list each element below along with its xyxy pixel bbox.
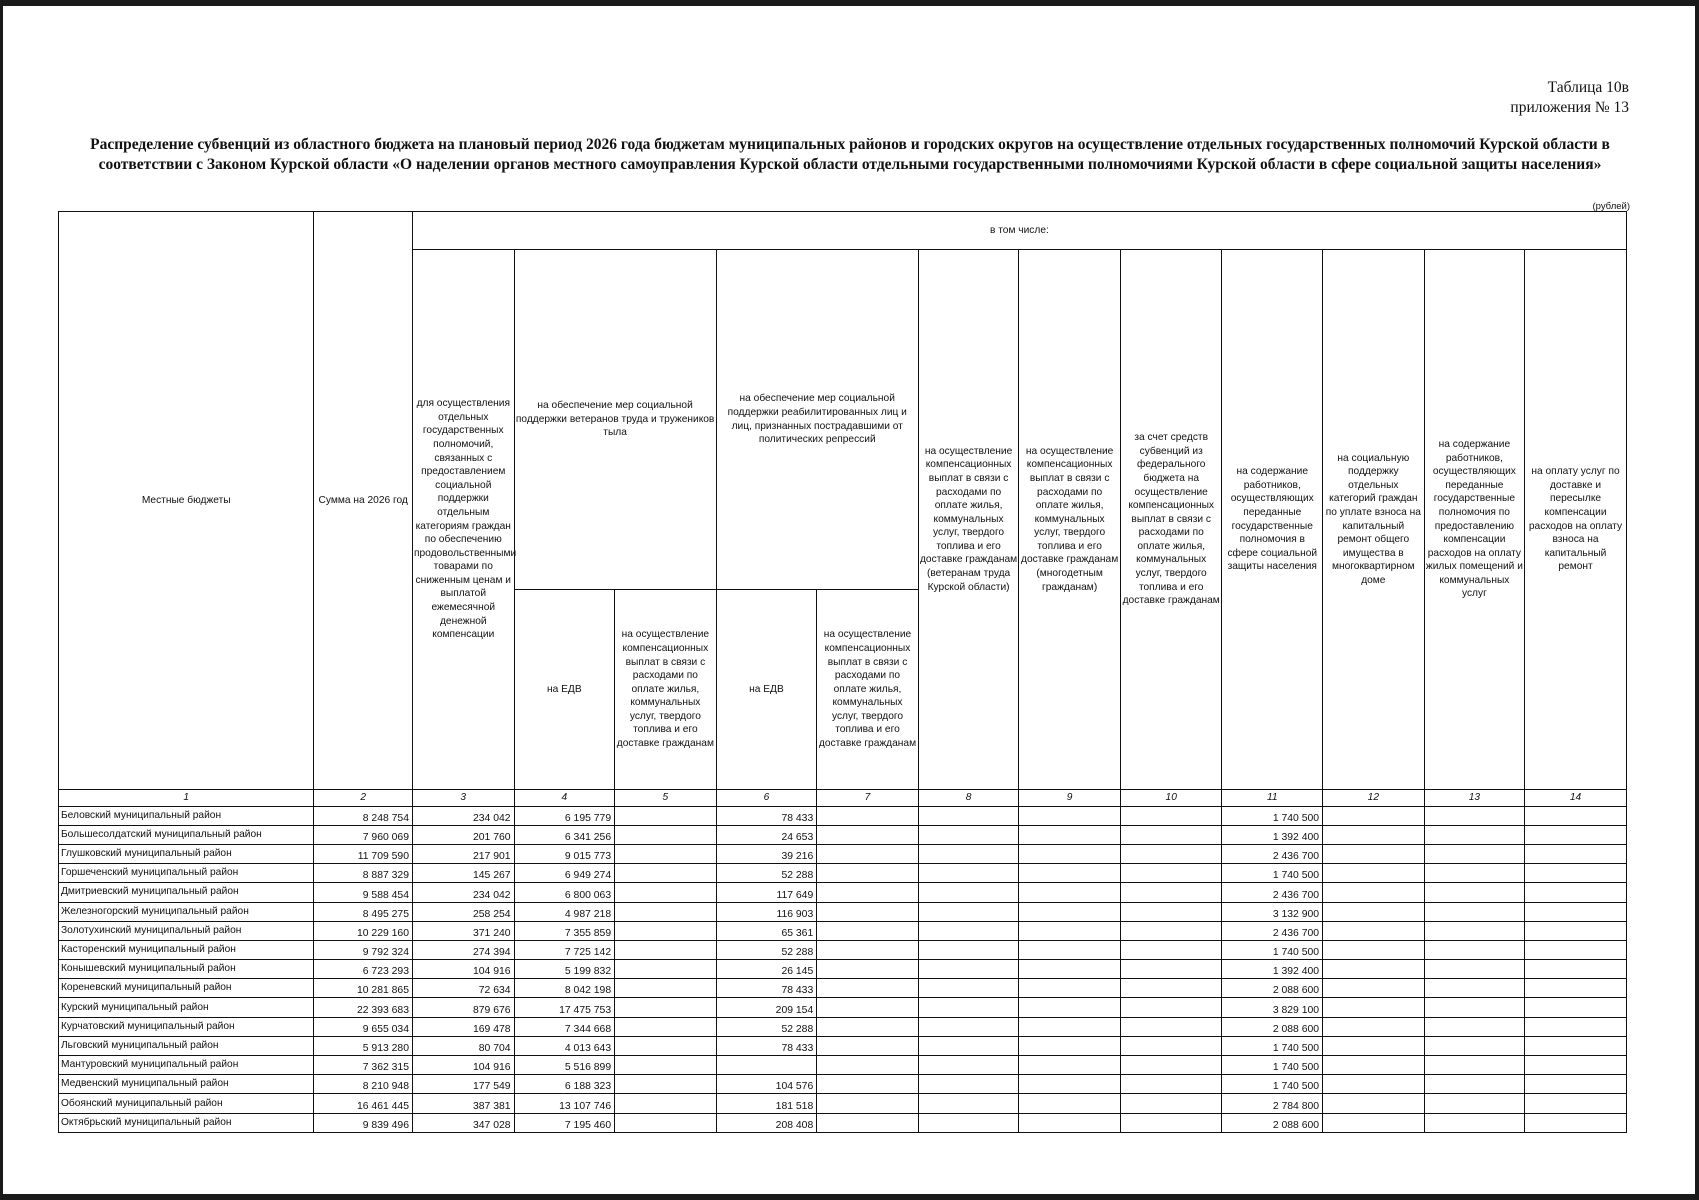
cell-col-10 (1120, 998, 1222, 1017)
cell-col-14 (1525, 921, 1627, 940)
cell-col-8 (918, 960, 1019, 979)
cell-col-3: 169 478 (412, 1017, 514, 1036)
cell-col-5 (615, 1113, 717, 1132)
cell-col-7 (817, 940, 919, 959)
header-col-4: на ЕДВ (514, 590, 615, 790)
scan-border-top (0, 0, 1699, 6)
column-number: 5 (615, 790, 717, 807)
row-budget-name: Курчатовский муниципальный район (59, 1017, 314, 1036)
cell-col-5 (615, 902, 717, 921)
cell-col-7 (817, 960, 919, 979)
cell-col-4: 5 199 832 (514, 960, 615, 979)
cell-col-2: 16 461 445 (314, 1094, 413, 1113)
cell-col-14 (1525, 960, 1627, 979)
cell-col-14 (1525, 864, 1627, 883)
cell-col-11: 3 829 100 (1222, 998, 1323, 1017)
row-budget-name: Дмитриевский муниципальный район (59, 883, 314, 902)
cell-col-8 (918, 1075, 1019, 1094)
row-budget-name: Конышевский муниципальный район (59, 960, 314, 979)
cell-col-10 (1120, 1094, 1222, 1113)
cell-col-13 (1424, 1075, 1525, 1094)
cell-col-13 (1424, 1017, 1525, 1036)
cell-col-13 (1424, 844, 1525, 863)
cell-col-4: 6 949 274 (514, 864, 615, 883)
table-row (59, 1056, 1629, 1075)
cell-col-12 (1323, 960, 1425, 979)
cell-col-7 (817, 864, 919, 883)
cell-col-13 (1424, 806, 1525, 825)
subsidy-table (58, 211, 1629, 1133)
cell-col-7 (817, 825, 919, 844)
header-rehab-group: на обеспечение мер социальной поддержки реабилитированных лиц и лиц, признанных пострадавшими от политических репрессий (716, 250, 918, 590)
cell-col-5 (615, 1075, 717, 1094)
row-budget-name: Касторенский муниципальный район (59, 940, 314, 959)
cell-col-13 (1424, 1094, 1525, 1113)
cell-col-9 (1019, 940, 1121, 959)
cell-col-8 (918, 940, 1019, 959)
column-number: 8 (918, 790, 1019, 807)
cell-col-11: 1 392 400 (1222, 960, 1323, 979)
cell-col-3: 258 254 (412, 902, 514, 921)
table-row (59, 940, 1629, 959)
cell-col-4: 7 344 668 (514, 1017, 615, 1036)
table-row (59, 1094, 1629, 1113)
cell-col-2: 9 655 034 (314, 1017, 413, 1036)
cell-col-11: 1 392 400 (1222, 825, 1323, 844)
cell-col-4: 17 475 753 (514, 998, 615, 1017)
table-body (59, 806, 1629, 1132)
cell-col-11: 2 436 700 (1222, 883, 1323, 902)
cell-col-7 (817, 902, 919, 921)
cell-col-2: 11 709 590 (314, 844, 413, 863)
cell-col-13 (1424, 998, 1525, 1017)
cell-col-4: 7 195 460 (514, 1113, 615, 1132)
cell-col-12 (1323, 979, 1425, 998)
cell-col-5 (615, 1017, 717, 1036)
cell-col-4: 6 195 779 (514, 806, 615, 825)
cell-col-11: 1 740 500 (1222, 806, 1323, 825)
cell-col-3: 217 901 (412, 844, 514, 863)
column-number: 3 (412, 790, 514, 807)
cell-col-9 (1019, 960, 1121, 979)
cell-col-3: 879 676 (412, 998, 514, 1017)
cell-col-2: 9 588 454 (314, 883, 413, 902)
header-col-8: на осуществление компенсационных выплат в связи с расходами по оплате жилья, коммунальных услуг, твердого топлива и его доставке гражданам (ветеранам труда Курской области) (918, 250, 1019, 790)
column-number: 9 (1019, 790, 1121, 807)
header-col-13: на содержание работников, осуществляющих переданные государственные полномочия по предоставлению компенсации расходов на оплату жилых помещений и коммунальных услуг (1424, 250, 1525, 790)
cell-col-5 (615, 998, 717, 1017)
cell-col-8 (918, 883, 1019, 902)
cell-col-11: 2 784 800 (1222, 1094, 1323, 1113)
cell-col-9 (1019, 825, 1121, 844)
cell-col-6: 181 518 (716, 1094, 817, 1113)
cell-col-7 (817, 1075, 919, 1094)
header-col-3: для осуществления отдельных государственных полномочий, связанных с предоставлением социальной поддержки отдельным категориям граждан по обеспечению продовольственными товарами по сниженным ценам и выплатой ежемесячной денежной компенсации (412, 250, 514, 790)
cell-col-8 (918, 825, 1019, 844)
cell-col-11: 2 436 700 (1222, 921, 1323, 940)
cell-col-9 (1019, 979, 1121, 998)
header-col-5: на осуществление компенсационных выплат в связи с расходами по оплате жилья, коммунальных услуг, твердого топлива и его доставке гражданам (615, 590, 717, 790)
cell-col-14 (1525, 940, 1627, 959)
cell-col-11: 1 740 500 (1222, 1036, 1323, 1055)
cell-col-12 (1323, 902, 1425, 921)
units-label: (рублей) (1592, 201, 1630, 212)
cell-col-8 (918, 979, 1019, 998)
cell-col-14 (1525, 998, 1627, 1017)
cell-col-3: 387 381 (412, 1094, 514, 1113)
table-reference (1510, 78, 1629, 118)
table-row (59, 1017, 1629, 1036)
cell-col-2: 10 281 865 (314, 979, 413, 998)
cell-col-7 (817, 1094, 919, 1113)
cell-col-6: 52 288 (716, 940, 817, 959)
cell-col-5 (615, 844, 717, 863)
cell-col-3: 234 042 (412, 883, 514, 902)
cell-col-9 (1019, 883, 1121, 902)
cell-col-9 (1019, 806, 1121, 825)
column-number: 6 (716, 790, 817, 807)
cell-col-5 (615, 1056, 717, 1075)
cell-col-13 (1424, 1113, 1525, 1132)
cell-col-3: 104 916 (412, 960, 514, 979)
cell-col-8 (918, 1017, 1019, 1036)
cell-col-4: 4 013 643 (514, 1036, 615, 1055)
cell-col-2: 8 248 754 (314, 806, 413, 825)
cell-col-10 (1120, 844, 1222, 863)
cell-col-7 (817, 883, 919, 902)
cell-col-5 (615, 864, 717, 883)
cell-col-12 (1323, 1017, 1425, 1036)
cell-col-12 (1323, 1056, 1425, 1075)
cell-col-10 (1120, 960, 1222, 979)
cell-col-13 (1424, 921, 1525, 940)
cell-col-5 (615, 960, 717, 979)
cell-col-4: 7 355 859 (514, 921, 615, 940)
cell-col-10 (1120, 902, 1222, 921)
cell-col-6: 65 361 (716, 921, 817, 940)
cell-col-12 (1323, 883, 1425, 902)
cell-col-14 (1525, 1075, 1627, 1094)
table-row (59, 825, 1629, 844)
cell-col-3: 371 240 (412, 921, 514, 940)
cell-col-14 (1525, 1056, 1627, 1075)
cell-col-7 (817, 921, 919, 940)
column-number-row (59, 790, 1629, 807)
table-row (59, 1113, 1629, 1132)
cell-col-13 (1424, 960, 1525, 979)
cell-col-14 (1525, 883, 1627, 902)
cell-col-9 (1019, 1017, 1121, 1036)
header-col-12: на социальную поддержку отдельных категорий граждан по уплате взноса на капитальный ремонт общего имущества в многоквартирном доме (1323, 250, 1425, 790)
row-budget-name: Обоянский муниципальный район (59, 1094, 314, 1113)
column-number: 1 (59, 790, 314, 807)
cell-col-4: 6 188 323 (514, 1075, 615, 1094)
cell-col-3: 104 916 (412, 1056, 514, 1075)
cell-col-13 (1424, 940, 1525, 959)
cell-col-9 (1019, 921, 1121, 940)
table-row (59, 864, 1629, 883)
cell-col-13 (1424, 902, 1525, 921)
cell-col-4: 7 725 142 (514, 940, 615, 959)
cell-col-7 (817, 998, 919, 1017)
cell-col-4: 4 987 218 (514, 902, 615, 921)
cell-col-14 (1525, 825, 1627, 844)
cell-col-10 (1120, 864, 1222, 883)
cell-col-10 (1120, 1075, 1222, 1094)
cell-col-6: 78 433 (716, 1036, 817, 1055)
cell-col-9 (1019, 864, 1121, 883)
cell-col-7 (817, 1113, 919, 1132)
cell-col-6: 209 154 (716, 998, 817, 1017)
column-number: 13 (1424, 790, 1525, 807)
cell-col-8 (918, 1113, 1019, 1132)
cell-col-10 (1120, 1113, 1222, 1132)
cell-col-9 (1019, 844, 1121, 863)
cell-col-9 (1019, 1056, 1121, 1075)
row-budget-name: Глушковский муниципальный район (59, 844, 314, 863)
scan-border-right (1695, 0, 1699, 1200)
cell-col-11: 2 088 600 (1222, 979, 1323, 998)
scan-border-left (0, 0, 3, 1200)
row-budget-name: Мантуровский муниципальный район (59, 1056, 314, 1075)
cell-col-3: 234 042 (412, 806, 514, 825)
header-col-7: на осуществление компенсационных выплат в связи с расходами по оплате жилья, коммунальных услуг, твердого топлива и его доставке гражданам (817, 590, 919, 790)
cell-col-6: 52 288 (716, 864, 817, 883)
table-row (59, 902, 1629, 921)
table-row (59, 844, 1629, 863)
cell-col-10 (1120, 921, 1222, 940)
cell-col-10 (1120, 806, 1222, 825)
row-budget-name: Золотухинский муниципальный район (59, 921, 314, 940)
cell-col-11: 2 088 600 (1222, 1113, 1323, 1132)
cell-col-3: 80 704 (412, 1036, 514, 1055)
table-row (59, 883, 1629, 902)
cell-col-8 (918, 1094, 1019, 1113)
cell-col-4: 6 341 256 (514, 825, 615, 844)
cell-col-14 (1525, 1094, 1627, 1113)
cell-col-3: 347 028 (412, 1113, 514, 1132)
row-budget-name: Курский муниципальный район (59, 998, 314, 1017)
cell-col-9 (1019, 1036, 1121, 1055)
cell-col-3: 201 760 (412, 825, 514, 844)
cell-col-11: 1 740 500 (1222, 1056, 1323, 1075)
cell-col-8 (918, 998, 1019, 1017)
scan-border-bottom (0, 1194, 1699, 1200)
row-budget-name: Льговский муниципальный район (59, 1036, 314, 1055)
cell-col-6: 39 216 (716, 844, 817, 863)
header-col-6: на ЕДВ (716, 590, 817, 790)
appendix-number: приложения № 13 (1510, 99, 1629, 116)
cell-col-8 (918, 902, 1019, 921)
cell-col-6: 117 649 (716, 883, 817, 902)
row-budget-name: Октябрьский муниципальный район (59, 1113, 314, 1132)
cell-col-9 (1019, 998, 1121, 1017)
cell-col-12 (1323, 1094, 1425, 1113)
header-including: в том числе: (412, 212, 1626, 250)
cell-col-2: 8 210 948 (314, 1075, 413, 1094)
cell-col-5 (615, 1094, 717, 1113)
document-title: Распределение субвенций из областного бюджета на плановый период 2026 года бюджетам муниципальных районов и городских округов на осуществление отдельных государственных полномочий Курской области в соответствии с Законом Курской области «О наделении органов местного самоуправления Курской области отдельными государственными полномочиями Курской области в сфере социальной защиты населения» (90, 136, 1610, 173)
column-number: 12 (1323, 790, 1425, 807)
cell-col-7 (817, 1017, 919, 1036)
cell-col-8 (918, 844, 1019, 863)
table-row (59, 960, 1629, 979)
cell-col-14 (1525, 979, 1627, 998)
header-col-14: на оплату услуг по доставке и пересылке компенсации расходов на оплату взноса на капитальный ремонт (1525, 250, 1627, 790)
cell-col-7 (817, 1056, 919, 1075)
cell-col-6: 104 576 (716, 1075, 817, 1094)
cell-col-10 (1120, 940, 1222, 959)
cell-col-12 (1323, 806, 1425, 825)
cell-col-12 (1323, 940, 1425, 959)
cell-col-6: 78 433 (716, 806, 817, 825)
header-budgets: Местные бюджеты (59, 212, 314, 790)
cell-col-4: 6 800 063 (514, 883, 615, 902)
cell-col-11: 1 740 500 (1222, 1075, 1323, 1094)
cell-col-5 (615, 806, 717, 825)
cell-col-4: 9 015 773 (514, 844, 615, 863)
cell-col-5 (615, 940, 717, 959)
cell-col-5 (615, 825, 717, 844)
cell-col-10 (1120, 979, 1222, 998)
cell-col-3: 72 634 (412, 979, 514, 998)
cell-col-2: 22 393 683 (314, 998, 413, 1017)
row-budget-name: Беловский муниципальный район (59, 806, 314, 825)
cell-col-5 (615, 979, 717, 998)
cell-col-9 (1019, 1094, 1121, 1113)
cell-col-12 (1323, 998, 1425, 1017)
cell-col-8 (918, 1036, 1019, 1055)
cell-col-14 (1525, 902, 1627, 921)
cell-col-5 (615, 883, 717, 902)
cell-col-13 (1424, 1056, 1525, 1075)
cell-col-2: 5 913 280 (314, 1036, 413, 1055)
cell-col-10 (1120, 1036, 1222, 1055)
header-col-9: на осуществление компенсационных выплат в связи с расходами по оплате жилья, коммунальных услуг, твердого топлива и его доставке гражданам (многодетным гражданам) (1019, 250, 1121, 790)
cell-col-2: 8 495 275 (314, 902, 413, 921)
cell-col-9 (1019, 1113, 1121, 1132)
cell-col-13 (1424, 1036, 1525, 1055)
cell-col-11: 1 740 500 (1222, 940, 1323, 959)
column-number: 14 (1525, 790, 1627, 807)
cell-col-3: 177 549 (412, 1075, 514, 1094)
table-row (59, 998, 1629, 1017)
cell-col-9 (1019, 902, 1121, 921)
cell-col-13 (1424, 979, 1525, 998)
cell-col-4: 5 516 899 (514, 1056, 615, 1075)
row-budget-name: Большесолдатский муниципальный район (59, 825, 314, 844)
cell-col-2: 8 887 329 (314, 864, 413, 883)
cell-col-6: 208 408 (716, 1113, 817, 1132)
cell-col-14 (1525, 1036, 1627, 1055)
cell-col-6: 24 653 (716, 825, 817, 844)
cell-col-14 (1525, 844, 1627, 863)
cell-col-12 (1323, 844, 1425, 863)
header-sum-2026: Сумма на 2026 год (314, 212, 413, 790)
cell-col-4: 8 042 198 (514, 979, 615, 998)
table-row (59, 921, 1629, 940)
table-row (59, 979, 1629, 998)
cell-col-13 (1424, 825, 1525, 844)
header-col-10: за счет средств субвенций из федерального бюджета на осуществление компенсационных выплат в связи с расходами по оплате жилья, коммунальных услуг, твердого топлива и его доставке гражданам (1120, 250, 1222, 790)
cell-col-2: 7 362 315 (314, 1056, 413, 1075)
cell-col-7 (817, 806, 919, 825)
cell-col-7 (817, 979, 919, 998)
cell-col-12 (1323, 864, 1425, 883)
cell-col-6: 78 433 (716, 979, 817, 998)
header-col-11: на содержание работников, осуществляющих переданные государственные полномочия в сфере социальной защиты населения (1222, 250, 1323, 790)
column-number: 11 (1222, 790, 1323, 807)
row-budget-name: Железногорский муниципальный район (59, 902, 314, 921)
cell-col-6 (716, 1056, 817, 1075)
table-number: Таблица 10в (1547, 79, 1629, 96)
header-veterans-group: на обеспечение мер социальной поддержки ветеранов труда и тружеников тыла (514, 250, 716, 590)
cell-col-8 (918, 921, 1019, 940)
cell-col-8 (918, 1056, 1019, 1075)
cell-col-3: 274 394 (412, 940, 514, 959)
cell-col-12 (1323, 1113, 1425, 1132)
cell-col-12 (1323, 921, 1425, 940)
cell-col-13 (1424, 864, 1525, 883)
cell-col-7 (817, 844, 919, 863)
cell-col-12 (1323, 1075, 1425, 1094)
column-number: 4 (514, 790, 615, 807)
cell-col-5 (615, 921, 717, 940)
cell-col-6: 116 903 (716, 902, 817, 921)
cell-col-7 (817, 1036, 919, 1055)
cell-col-9 (1019, 1075, 1121, 1094)
cell-col-12 (1323, 1036, 1425, 1055)
cell-col-12 (1323, 825, 1425, 844)
table-row (59, 1075, 1629, 1094)
cell-col-2: 9 792 324 (314, 940, 413, 959)
cell-col-6: 52 288 (716, 1017, 817, 1036)
cell-col-11: 2 436 700 (1222, 844, 1323, 863)
cell-col-11: 1 740 500 (1222, 864, 1323, 883)
table-row (59, 806, 1629, 825)
cell-col-14 (1525, 1017, 1627, 1036)
cell-col-10 (1120, 883, 1222, 902)
row-budget-name: Горшеченский муниципальный район (59, 864, 314, 883)
cell-col-3: 145 267 (412, 864, 514, 883)
cell-col-10 (1120, 1056, 1222, 1075)
cell-col-4: 13 107 746 (514, 1094, 615, 1113)
cell-col-13 (1424, 883, 1525, 902)
column-number: 7 (817, 790, 919, 807)
cell-col-14 (1525, 806, 1627, 825)
cell-col-2: 9 839 496 (314, 1113, 413, 1132)
cell-col-2: 7 960 069 (314, 825, 413, 844)
cell-col-6: 26 145 (716, 960, 817, 979)
column-number: 10 (1120, 790, 1222, 807)
cell-col-11: 2 088 600 (1222, 1017, 1323, 1036)
column-number: 2 (314, 790, 413, 807)
cell-col-2: 6 723 293 (314, 960, 413, 979)
row-budget-name: Медвенский муниципальный район (59, 1075, 314, 1094)
table-row (59, 1036, 1629, 1055)
cell-col-2: 10 229 160 (314, 921, 413, 940)
cell-col-10 (1120, 1017, 1222, 1036)
cell-col-8 (918, 806, 1019, 825)
cell-col-8 (918, 864, 1019, 883)
cell-col-14 (1525, 1113, 1627, 1132)
cell-col-11: 3 132 900 (1222, 902, 1323, 921)
cell-col-5 (615, 1036, 717, 1055)
row-budget-name: Кореневский муниципальный район (59, 979, 314, 998)
cell-col-10 (1120, 825, 1222, 844)
